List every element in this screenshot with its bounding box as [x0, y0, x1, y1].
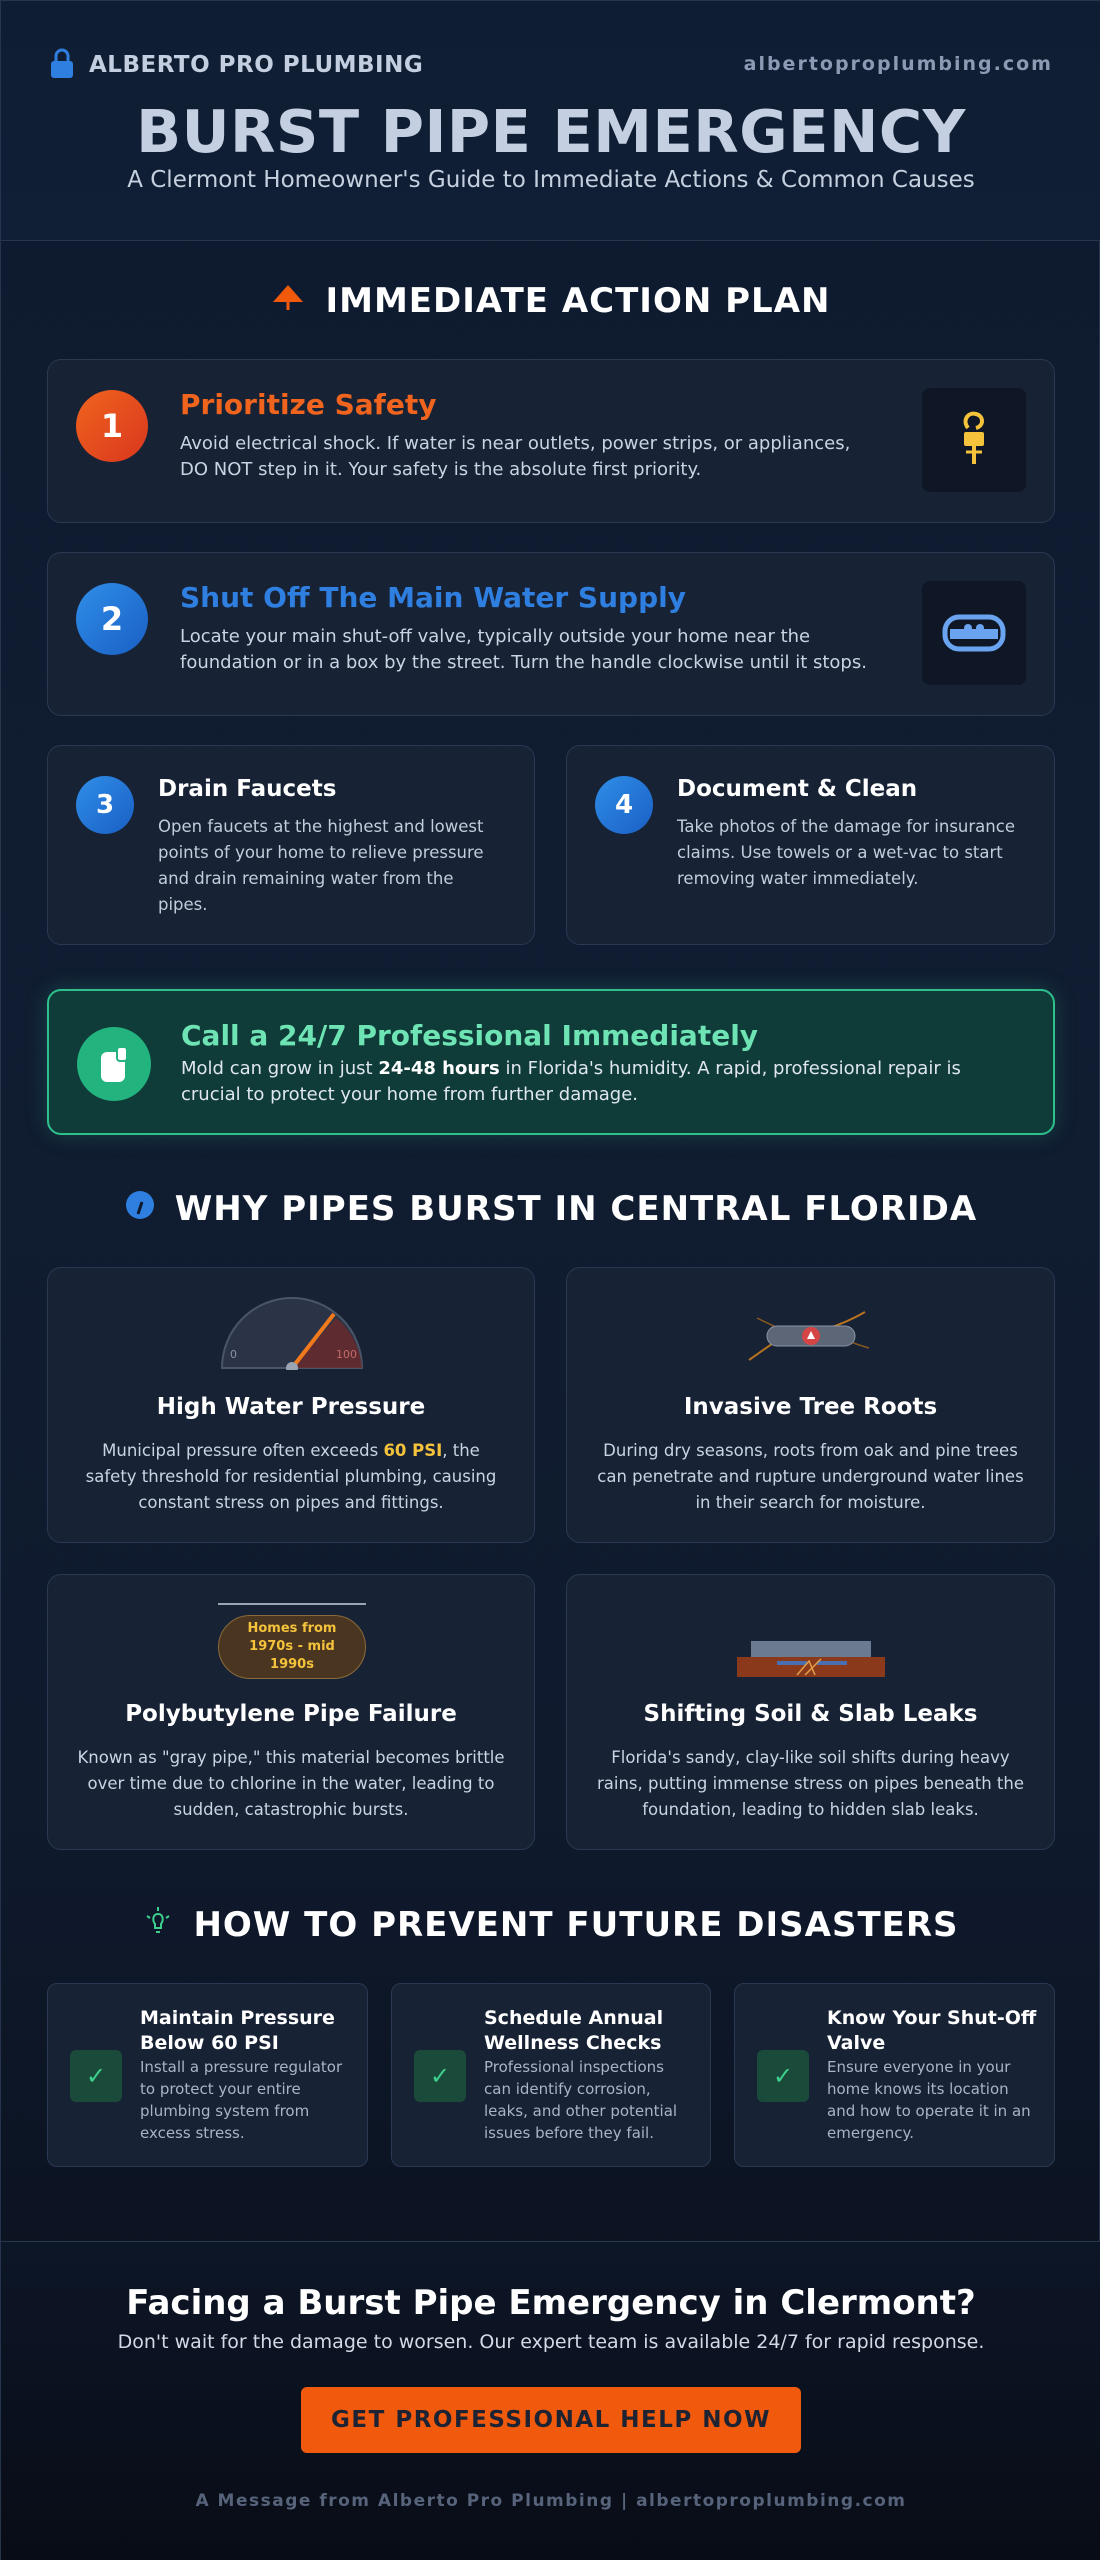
prevent-item-text: issues before they fail. — [484, 2124, 654, 2142]
prevent-item-title: Wellness Checks — [484, 2032, 662, 2054]
cause-text-line: Known as "gray pipe," this material becomes brittle — [77, 1748, 505, 1767]
cause-card-pressure — [47, 1267, 535, 1543]
prevent-item-text: leaks, and other potential — [484, 2102, 678, 2120]
prevent-card-pressure — [47, 1983, 368, 2167]
step-number: 2 — [76, 583, 148, 655]
prevent-item-title: Schedule Annual — [484, 2007, 664, 2029]
prevent-card-wellness — [391, 1983, 711, 2167]
brand[interactable] — [49, 47, 423, 83]
step-text-line: DO NOT step in it. Your safety is the absolute first priority. — [180, 459, 702, 480]
step-text-line: points of your home to relieve pressure — [158, 843, 484, 862]
cause-card-slab — [566, 1574, 1055, 1850]
step-card-safety — [47, 359, 1055, 523]
gauge-max-label: 100 — [336, 1348, 357, 1361]
prevent-item-text: Install a pressure regulator — [140, 2058, 343, 2076]
prevent-item-text: plumbing system from — [140, 2102, 310, 2120]
prevent-heading — [1, 1905, 1100, 1945]
cta-subtitle: Don't wait for the damage to worsen. Our expert team is available 24/7 for rapid response. — [117, 2331, 985, 2353]
step-text-line: Avoid electrical shock. If water is near outlets, power strips, or appliances, — [180, 433, 851, 454]
prevent-title: HOW TO PREVENT FUTURE DISASTERS — [193, 1905, 959, 1945]
prevent-card-shutoff — [734, 1983, 1055, 2167]
valve-icon — [922, 581, 1026, 685]
check-icon: ✓ — [414, 2050, 466, 2102]
step-text-line: foundation or in a box by the street. Turn the handle clockwise until it stops. — [180, 652, 867, 673]
call-text-after: in Florida's humidity. A rapid, professional repair is — [499, 1058, 961, 1079]
step-card-document — [566, 745, 1055, 945]
era-badge-line: 1990s — [270, 1657, 314, 1672]
footer-message: A Message from Alberto Pro Plumbing | albertoproplumbing.com — [195, 2491, 907, 2511]
step-text-line: Open faucets at the highest and lowest — [158, 817, 484, 836]
tree-roots-pipe-icon — [747, 1308, 875, 1368]
step-text-line: removing water immediately. — [677, 869, 919, 888]
prevent-item-text: excess stress. — [140, 2124, 245, 2142]
cta-title: Facing a Burst Pipe Emergency in Clermont? — [126, 2283, 976, 2323]
prevent-item-text: can identify corrosion, — [484, 2080, 651, 2098]
slab-leak-icon — [737, 1639, 885, 1683]
step-title: Document & Clean — [677, 776, 918, 802]
cause-text-line: foundation, leading to hidden slab leaks. — [642, 1800, 979, 1819]
prevent-item-title: Know Your Shut-Off — [827, 2007, 1037, 2029]
call-text-line: crucial to protect your home from further damage. — [181, 1084, 639, 1105]
cause-text-line — [72, 1438, 510, 1464]
step-text-line: Take photos of the damage for insurance — [677, 817, 1015, 836]
cause-text-part: Municipal pressure often exceeds — [102, 1441, 384, 1460]
step-text-line: claims. Use towels or a wet-vac to start — [677, 843, 1003, 862]
era-badge-line: Homes from — [247, 1621, 337, 1636]
site-link[interactable]: albertoproplumbing.com — [743, 53, 1053, 75]
cause-title: Shifting Soil & Slab Leaks — [643, 1701, 978, 1727]
causes-title: WHY PIPES BURST IN CENTRAL FLORIDA — [174, 1189, 978, 1229]
prevent-item-text: Professional inspections — [484, 2058, 664, 2076]
page-subtitle: A Clermont Homeowner's Guide to Immediate Actions & Common Causes — [127, 167, 975, 193]
prevent-item-text: and how to operate it in an — [827, 2102, 1031, 2120]
warning-umbrella-icon — [271, 281, 305, 321]
step-card-shutoff — [47, 552, 1055, 716]
lightbulb-icon — [143, 1905, 173, 1945]
cause-text-line: over time due to chlorine in the water, leading to — [87, 1774, 495, 1793]
cause-card-roots — [566, 1267, 1055, 1543]
step-text-line: Locate your main shut-off valve, typically outside your home near the — [180, 626, 811, 647]
cause-text-part: , the — [442, 1441, 480, 1460]
cause-text-line: Florida's sandy, clay-like soil shifts during heavy — [611, 1748, 1010, 1767]
lock-icon — [49, 47, 75, 83]
call-title: Call a 24/7 Professional Immediately — [181, 1019, 759, 1052]
prevent-item-title: Below 60 PSI — [140, 2032, 279, 2054]
prevent-item-title: Maintain Pressure — [140, 2007, 335, 2029]
cause-text-line: in their search for moisture. — [695, 1493, 926, 1512]
step-number: 3 — [76, 776, 134, 834]
era-badge-line: 1970s - mid — [249, 1639, 335, 1654]
cause-text-line: constant stress on pipes and fittings. — [138, 1493, 444, 1512]
step-number: 1 — [76, 390, 148, 462]
action-plan-title: IMMEDIATE ACTION PLAN — [325, 281, 831, 321]
prevent-item-text: to protect your entire — [140, 2080, 301, 2098]
cause-text-line: safety threshold for residential plumbing, causing — [85, 1467, 497, 1486]
cause-title: High Water Pressure — [156, 1394, 426, 1420]
call-text-before: Mold can grow in just — [181, 1058, 379, 1079]
prevent-item-text: Ensure everyone in your — [827, 2058, 1011, 2076]
step-title: Shut Off The Main Water Supply — [180, 581, 686, 614]
electrical-plug-icon — [922, 388, 1026, 492]
cause-text-line: During dry seasons, roots from oak and pine trees — [603, 1441, 1018, 1460]
call-professional-card[interactable] — [47, 989, 1055, 1135]
cause-text-line: sudden, catastrophic bursts. — [173, 1800, 409, 1819]
get-help-button[interactable]: GET PROFESSIONAL HELP NOW — [301, 2387, 801, 2453]
causes-heading — [1, 1189, 1100, 1229]
prevent-item-text: emergency. — [827, 2124, 914, 2142]
gauge-min-label: 0 — [230, 1348, 237, 1361]
call-text-line — [181, 1055, 961, 1082]
gray-pipe-line — [218, 1603, 366, 1605]
cause-text-line: can penetrate and rupture underground water lines — [597, 1467, 1024, 1486]
action-plan-heading — [1, 281, 1100, 321]
page-title: BURST PIPE EMERGENCY — [136, 97, 966, 166]
check-icon: ✓ — [757, 2050, 809, 2102]
info-icon — [125, 1189, 155, 1229]
check-icon: ✓ — [70, 2050, 122, 2102]
step-text-line: pipes. — [158, 895, 208, 914]
prevent-item-text: home knows its location — [827, 2080, 1009, 2098]
pressure-highlight: 60 PSI — [383, 1441, 443, 1460]
pressure-gauge-icon — [218, 1294, 366, 1374]
call-text-bold: 24-48 hours — [378, 1058, 500, 1079]
cause-title: Invasive Tree Roots — [683, 1394, 938, 1420]
era-badge — [218, 1615, 366, 1679]
cause-title: Polybutylene Pipe Failure — [125, 1701, 457, 1727]
brand-name: ALBERTO PRO PLUMBING — [89, 52, 424, 78]
step-number: 4 — [595, 776, 653, 834]
cause-card-polybutylene — [47, 1574, 535, 1850]
step-card-drain — [47, 745, 535, 945]
prevent-item-title: Valve — [827, 2032, 886, 2054]
step-title: Prioritize Safety — [180, 388, 437, 421]
step-text-line: and drain remaining water from the — [158, 869, 454, 888]
cause-text-line: rains, putting immense stress on pipes beneath the — [597, 1774, 1024, 1793]
phone-icon — [77, 1027, 151, 1101]
step-title: Drain Faucets — [158, 776, 337, 802]
